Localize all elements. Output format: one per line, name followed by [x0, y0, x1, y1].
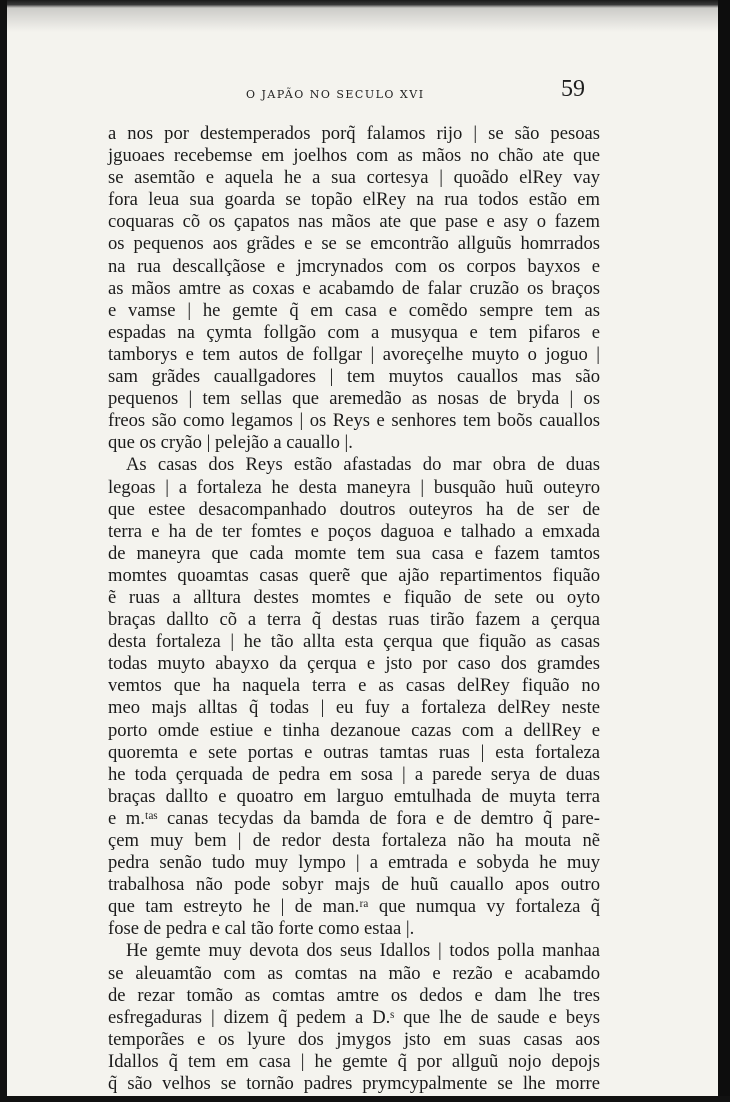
page-number: 59: [561, 76, 585, 102]
text-line: vemtos que ha naquela terra e as casas delRey fiquão no: [108, 675, 600, 697]
text-line: temporães e os lyure dos jmygos jsto em suas casas aos: [108, 1028, 600, 1050]
scan-border-left: [0, 0, 7, 1102]
text-line: porto omde estiue e tinha dezanoue cazas com a dellRey e: [108, 719, 600, 741]
text-line: a nos por destemperados porq̃ falamos rijo | se são pesoas: [108, 123, 600, 144]
running-header-title: O JAPÃO NO SECULO XVI: [246, 88, 425, 101]
text-line: esfregaduras | dizem q̃ pedem a D.ˢ que lhe de saude e beys: [108, 1006, 600, 1028]
text-line: os pequenos aos grãdes e se se emcontrão allguũs homrrados: [108, 233, 600, 255]
text-line: na rua descallçãose e jmcrynados com os corpos bayxos e: [108, 255, 600, 277]
paragraph-last-line: fose de pedra e cal tão forte como estaa |.: [108, 918, 415, 940]
text-line: q̃ são velhos se tornão padres prymcypalmente se lhe morre: [108, 1073, 600, 1095]
text-line: meo majs alltas q̃ todas | eu fuy a fortaleza delRey neste: [108, 697, 600, 719]
text-line: desta fortaleza | he tão allta esta çerqua que fiquão as casas: [108, 631, 600, 653]
text-line: e vamse | he gemte q̃ em casa e comẽdo sempre tem as: [108, 299, 600, 321]
text-line: de maneyra que cada momte tem sua casa e fazem tamtos: [108, 542, 600, 564]
text-line: que estee desacompanhado doutros outeyros ha de ser de: [108, 498, 600, 520]
text-line: he toda çerquada de pedra em sosa | a parede serya de duas: [108, 763, 600, 785]
text-line: as mãos amtre as coxas e acabamdo de falar cruzão os braços: [108, 277, 600, 299]
text-line: se aleuamtão com as comtas na mão e rezão e acabamdo: [108, 962, 600, 984]
text-line: ẽ ruas a alltura destes momtes e fiquão de sete ou oyto: [108, 586, 600, 608]
text-line: braças dallto e quoatro em larguo emtulhada de muyta terra: [108, 785, 600, 807]
paragraph-last-line: que os cryão | pelejão a cauallo |.: [108, 432, 353, 454]
text-line: terra e ha de ter fomtes e poços daguoa e talhado a emxada: [108, 520, 600, 542]
text-line: todas muyto abayxo da çerqua e jsto por caso dos gramdes: [108, 653, 600, 675]
text-line: trabalhosa não pode sobyr majs de huũ cauallo apos outro: [108, 874, 600, 896]
text-line: que tam estreyto he | de man.ʳᵃ que numqua vy fortaleza q̃: [108, 896, 600, 918]
scan-border-bottom: [0, 1096, 730, 1102]
text-line: e m.ᵗᵃˢ canas tecydas da bamda de fora e de demtro q̃ pare-: [108, 807, 600, 829]
text-line: braças dallto cõ a terra q̃ destas ruas tirão fazem a çerqua: [108, 609, 600, 631]
text-line: momtes quoamtas casas querẽ que ajão repartimentos fiquão: [108, 564, 600, 586]
text-line: pequenos | tem sellas que aremedão as nosas de bryda | os: [108, 388, 600, 410]
text-line: pedra senão tudo muy lympo | a emtrada e sobyda he muy: [108, 852, 600, 874]
text-line: de rezar tomão as comtas amtre os dedos e dam lhe tres: [108, 984, 600, 1006]
text-line: çem muy bem | de redor desta fortaleza não ha mouta nẽ: [108, 830, 600, 851]
text-line: freos são como legamos | os Reys e senhores tem boõs cauallos: [108, 410, 600, 432]
text-line: fora leua sua goarda se topão elRey na rua todos estão em: [108, 189, 600, 211]
paragraph-first-line: He gemte muy devota dos seus Idallos | todos polla manhaa: [126, 940, 600, 962]
text-line: tamborys e tem autos de follgar | avoreçelhe muyto o joguo |: [108, 343, 600, 365]
text-line: jguoaes recebemse em joelhos com as mãos no chão ate que: [108, 145, 600, 167]
text-line: legoas | a fortaleza he desta maneyra | busquão huũ outeyro: [108, 476, 600, 498]
text-line: espadas na çymta follgão com a musyqua e tem pifaros e: [108, 321, 600, 343]
scan-border-right: [718, 0, 730, 1102]
text-line: se asemtão e aquela he a sua cortesya | quoãdo elRey vay: [108, 167, 600, 189]
scan-shadow-top: [0, 6, 730, 32]
text-line: Idallos q̃ tem em casa | he gemte q̃ por allguũ nojo depojs: [108, 1050, 600, 1072]
body-text: [108, 123, 600, 1095]
text-line: quoremta e sete portas e outras tamtas ruas | esta fortaleza: [108, 741, 600, 763]
text-line: coquaras cõ os çapatos nas mãos ate que pase e asy o fazem: [108, 211, 600, 233]
text-line: sam grãdes cauallgadores | tem muytos cauallos mas são: [108, 366, 600, 388]
paragraph-first-line: As casas dos Reys estão afastadas do mar obra de duas: [126, 454, 600, 476]
